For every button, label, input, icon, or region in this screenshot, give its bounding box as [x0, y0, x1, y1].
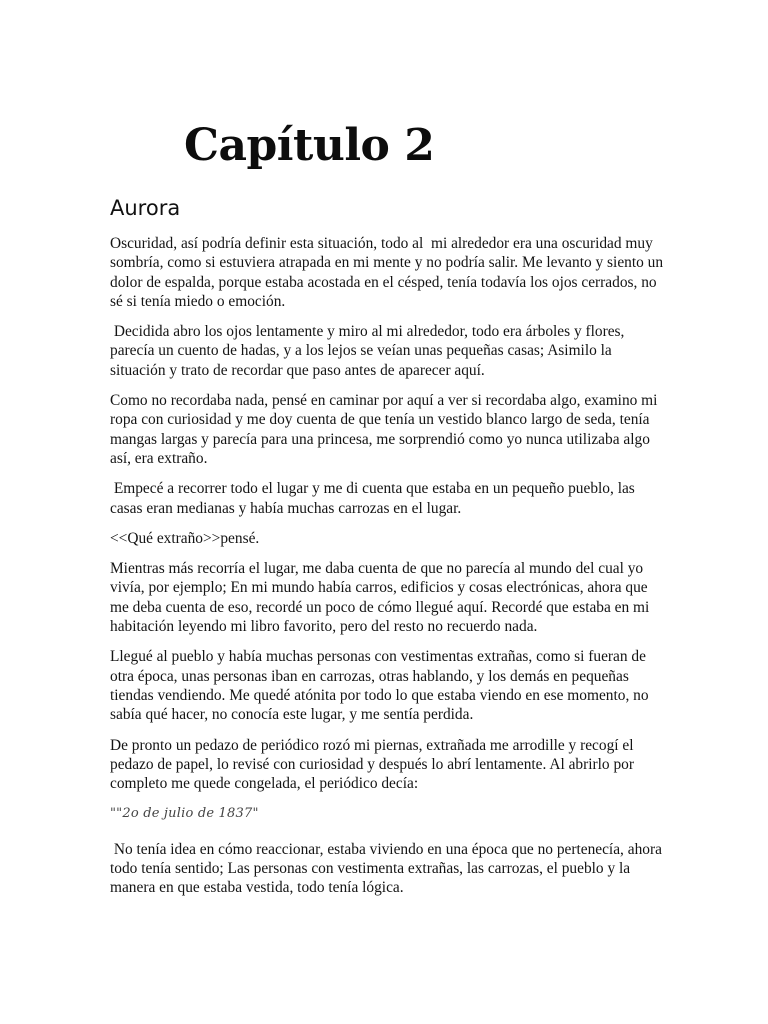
paragraph: Empecé a recorrer todo el lugar y me di cuenta que estaba en un pequeño pueblo, las casas eran medianas y había muchas carrozas en el lugar.: [110, 480, 639, 517]
paragraph: Mientras más recorría el lugar, me daba cuenta de que no parecía al mundo del cual yo vivía, por ejemplo; En mi mundo había carros, edificios y cosas electrónicas, ahora que me deba cuenta de eso, recordé un poco de cómo llegué aquí. Recordé que estaba en mi habitación leyendo mi libro favorito, pero del resto no recuerdo nada.: [110, 560, 654, 636]
paragraph: Oscuridad, así podría definir esta situación, todo al mi alrededor era una oscuridad muy sombría, como si estuviera atrapada en mi mente y no podría salir. Me levanto y siento un dolor de espalda, porque estaba acostada en el césped, tenía todavía los ojos cerrados, no sé si tenía miedo o emoción.: [110, 235, 667, 310]
paragraph: De pronto un pedazo de periódico rozó mi piernas, extrañada me arrodille y recogí el pedazo de papel, lo revisé con curiosidad y después lo abrí lentamente. Al abrirlo por completo me quede congelada, el periódico decía:: [110, 736, 638, 793]
paragraph: Como no recordaba nada, pensé en caminar por aquí a ver si recordaba algo, examino mi ropa con curiosidad y me doy cuenta de que tenía un vestido blanco largo de seda, tenía mangas largas y parecía para una princesa, me sorprendió como yo nunca utilizaba algo así, era extraño.: [110, 392, 662, 467]
paragraph: No tenía idea en cómo reaccionar, estaba viviendo en una época que no pertenecía, ahora todo tenía sentido; Las personas con vestimenta extrañas, las carrozas, el pueblo y la manera en que estaba vestida, todo tenía lógica.: [110, 840, 666, 897]
body-text: [110, 234, 670, 909]
chapter-title: Capítulo 2: [184, 120, 435, 171]
newspaper-date: ""2o de julio de 1837": [110, 806, 259, 822]
section-title: Aurora: [110, 196, 181, 220]
paragraph: Decidida abro los ojos lentamente y miro al mi alrededor, todo era árboles y flores, parecía un cuento de hadas, y a los lejos se veían unas pequeñas casas; Asimilo la situación y trato de recordar que paso antes de aparecer aquí.: [110, 323, 629, 379]
paragraph: <<Qué extraño>>pensé.: [110, 529, 260, 547]
paragraph: Llegué al pueblo y había muchas personas con vestimentas extrañas, como si fueran de otra época, unas personas iban en carrozas, otras hablando, y los demás en pequeñas tiendas vendiendo. Me quedé atónita por todo lo que estaba viendo en ese momento, no sabía qué hacer, no conocía este lugar, y me sentía perdida.: [110, 648, 653, 724]
